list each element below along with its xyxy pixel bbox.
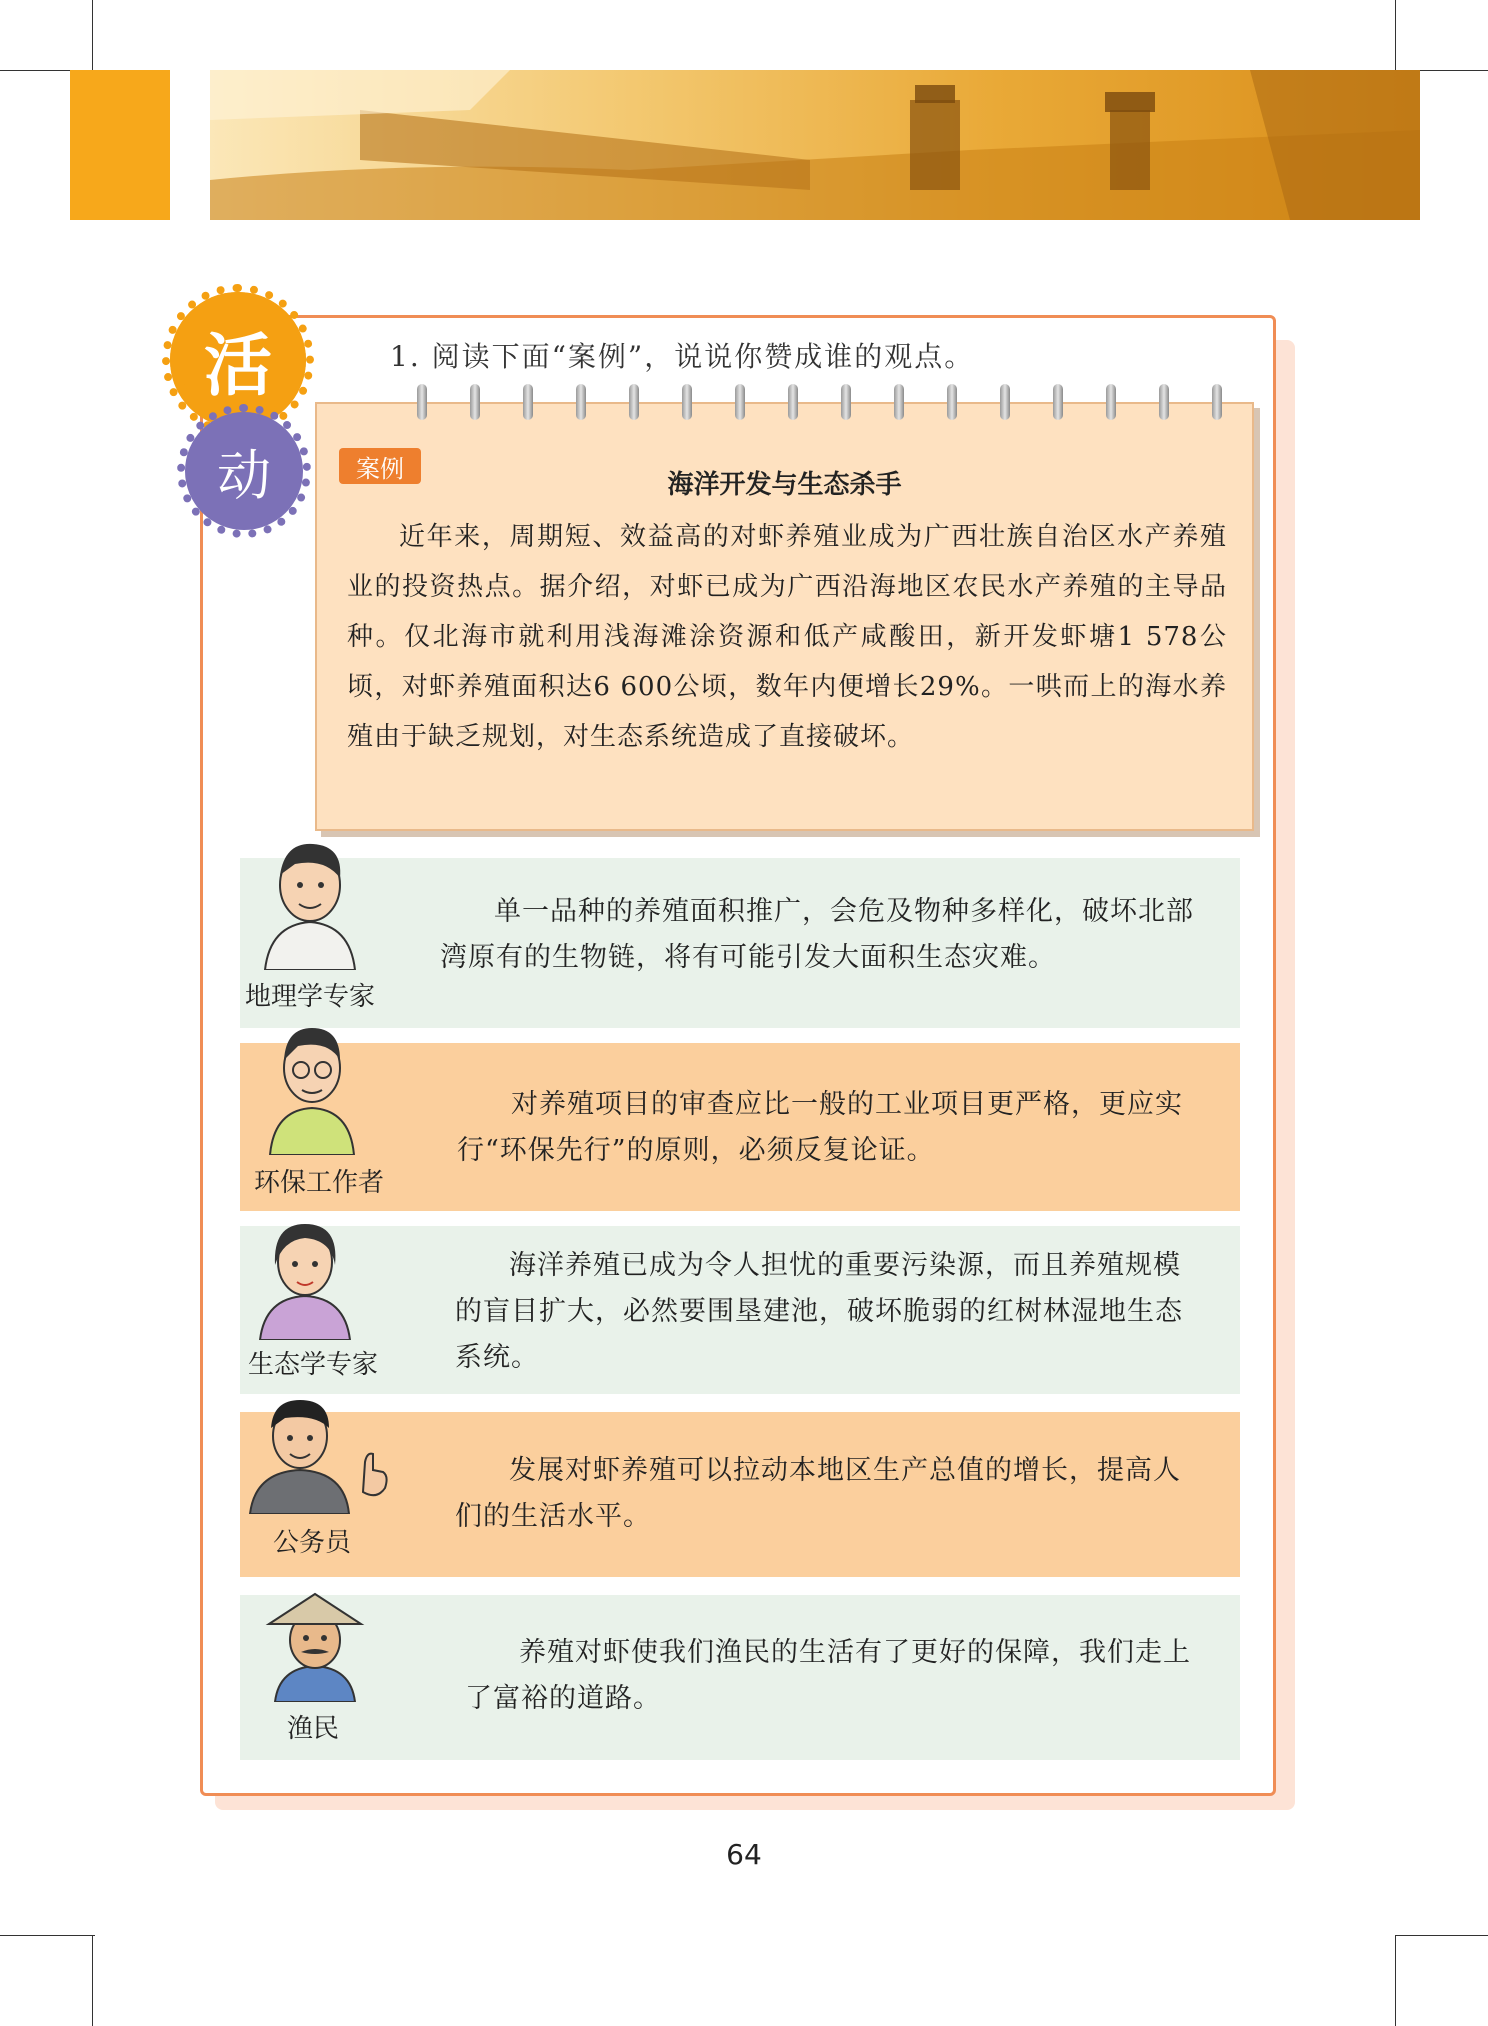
binder-ring-icon xyxy=(1106,384,1116,420)
binder-ring-icon xyxy=(735,384,745,420)
environmental-worker-avatar-icon xyxy=(262,1010,362,1155)
binder-ring-icon xyxy=(1159,384,1169,420)
civil-servant-avatar-icon xyxy=(245,1392,395,1514)
ecology-expert-avatar-icon xyxy=(255,1210,355,1340)
binder-ring-icon xyxy=(947,384,957,420)
dam-illustration xyxy=(210,70,1420,220)
opinion-role: 公务员 xyxy=(273,1528,352,1558)
case-body: 近年来，周期短、效益高的对虾养殖业成为广西壮族自治区水产养殖业的投资热点。据介绍，对虾已成为广西沿海地区农民水产养殖的主导品种。仅北海市就利用浅海滩涂资源和低产咸酸田，新开发虾塘1 578公顷，对虾养殖面积达6 600公顷，数年内便增长29%。一哄而上的海水养殖由于缺乏规划，对生态系统造成了直接破坏。 xyxy=(347,522,1227,752)
binder-ring-icon xyxy=(1053,384,1063,420)
binder-ring-icon xyxy=(841,384,851,420)
gear-icon xyxy=(177,404,311,538)
binder-ring-icon xyxy=(788,384,798,420)
opinion-role: 地理学专家 xyxy=(245,982,376,1012)
binder-ring-icon xyxy=(523,384,533,420)
crop-mark xyxy=(1395,1935,1488,1936)
binder-ring-icon xyxy=(1000,384,1010,420)
opinion-role: 生态学专家 xyxy=(248,1350,379,1380)
fisherman-avatar-icon xyxy=(265,1590,365,1702)
page-number: 64 xyxy=(726,1838,762,1871)
opinion-text: 发展对虾养殖可以拉动本地区生产总值的增长，提高人们的生活水平。 xyxy=(455,1455,1181,1532)
binder-ring-icon xyxy=(629,384,639,420)
crop-mark xyxy=(92,1935,93,2026)
crop-mark xyxy=(1395,1935,1396,2026)
activity-badge-top-label: 活 xyxy=(203,326,272,406)
activity-badge-bottom-label: 动 xyxy=(217,443,271,507)
activity-instruction: 1. 阅读下面“案例”，说说你赞成谁的观点。 xyxy=(390,340,975,373)
case-tag: 案例 xyxy=(339,448,421,484)
geography-expert-avatar-icon xyxy=(255,830,365,970)
binder-ring-icon xyxy=(894,384,904,420)
binder-ring-icon xyxy=(576,384,586,420)
binder-ring-icon xyxy=(1212,384,1222,420)
opinion-role: 环保工作者 xyxy=(254,1168,385,1198)
crop-mark xyxy=(0,1935,95,1936)
opinion-text: 单一品种的养殖面积推广，会危及物种多样化，破坏北部湾原有的生物链，将有可能引发大面积生态灾难。 xyxy=(440,896,1194,973)
case-card xyxy=(315,402,1254,831)
opinion-role: 渔民 xyxy=(287,1714,340,1744)
chapter-tab-block xyxy=(70,70,170,220)
opinion-text: 海洋养殖已成为令人担忧的重要污染源，而且养殖规模的盲目扩大，必然要围垦建池，破坏脆弱的红树林湿地生态系统。 xyxy=(455,1250,1183,1373)
header-banner-image xyxy=(210,70,1420,220)
binder-ring-icon xyxy=(682,384,692,420)
opinion-text: 养殖对虾使我们渔民的生活有了更好的保障，我们走上了富裕的道路。 xyxy=(465,1637,1191,1714)
binder-ring-icon xyxy=(470,384,480,420)
binder-ring-icon xyxy=(417,384,427,420)
case-title: 海洋开发与生态杀手 xyxy=(667,470,902,500)
opinion-text: 对养殖项目的审查应比一般的工业项目更严格，更应实行“环保先行”的原则，必须反复论证。 xyxy=(457,1089,1183,1166)
